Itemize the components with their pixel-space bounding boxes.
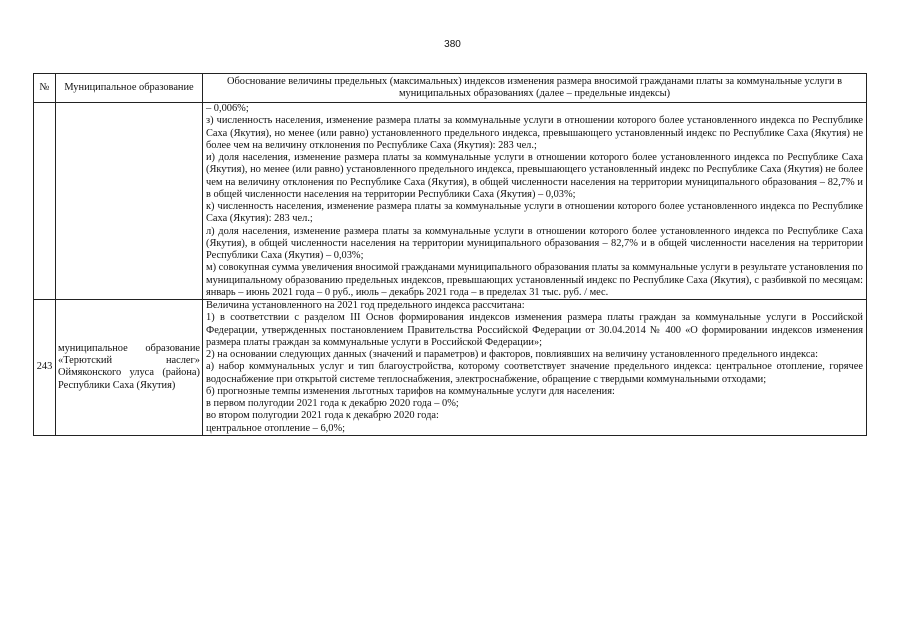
paragraph: 2) на основании следующих данных (значений и параметров) и факторов, повлиявших на величину установленного предельного индекса: — [206, 349, 819, 360]
municipality-cell: муниципальное образование «Терютский наслег» Оймяконского улуса (района) Республики Саха (Якутия) — [56, 300, 203, 436]
paragraph: л) доля населения, изменение размера платы за коммунальные услуги в отношении которого более установленного индекса по Республике Саха (Якутия), в общей численности населения на территории муниципального образования – 82,7% и в общей численности населения на территории Республики Саха (Якутия) – 0,03%; — [206, 225, 863, 261]
paragraph: к) численность населения, изменение размера платы за коммунальные услуги в отношении которого более установленного индекса по Республике Саха (Якутия): 283 чел.; — [206, 201, 863, 225]
paragraph: центральное отопление – 6,0%; — [206, 422, 345, 434]
table-header-row — [34, 74, 867, 103]
header-number: № — [34, 74, 56, 103]
paragraph: а) набор коммунальных услуг и тип благоустройства, которому соответствует значение предельного индекса: центральное отопление, горячее водоснабжение при открытой системе теплоснабжения, электроснабжение, обращение с твердыми коммунальными отходами; — [206, 361, 863, 385]
paragraph: 1) в соответствии с разделом III Основ формирования индексов изменения размера платы граждан за коммунальные услуги в Российской Федерации, утвержденных постановлением Правительства Российской Федерации от 30.04.2014 № 400 «О формировании индексов изменения размера платы граждан за коммунальные услуги в Российской Федерации»; — [206, 312, 863, 348]
row-number-cell — [34, 103, 56, 300]
justification-cell — [203, 300, 867, 436]
page-number: 380 — [444, 39, 461, 50]
table-row — [34, 103, 867, 300]
paragraph: з) численность населения, изменение размера платы за коммунальные услуги в отношении которого более установленного индекса по Республике Саха (Якутия), но менее (или равно) установленного предельного индекса, превышающего установленный индекс по Республике Саха (Якутия) не более чем на величину отклонения по Республике Саха (Якутия): 283 чел.; — [206, 115, 863, 151]
header-municipality: Муниципальное образование — [56, 74, 203, 103]
paragraph: и) доля населения, изменение размера платы за коммунальные услуги в отношении которого более установленного индекса по Республике Саха (Якутия), но менее (или равно) установленного предельного индекса, превышающего установленный индекс по Республике Саха (Якутия) не более чем на величину отклонения по Республике Саха (Якутия), в общей численности населения на территории муниципального образования – 82,7% и в общей численности населения на территории Республики Саха (Якутия) – 0,03%; — [206, 152, 863, 200]
paragraph: в первом полугодии 2021 года к декабрю 2020 года – 0%; — [206, 398, 459, 409]
paragraph: Величина установленного на 2021 год предельного индекса рассчитана: — [206, 300, 525, 311]
table-row — [34, 300, 867, 436]
paragraph: м) совокупная сумма увеличения вносимой гражданами муниципального образования платы за коммунальные услуги в результате установления по муниципальному образованию предельных индексов, превышающих установленный индекс по Республике Саха (Якутия), с разбивкой по месяцам: январь – июнь 2021 года – 0 руб., июль – декабрь 2021 года – в пределах 31 тыс. руб. / мес. — [206, 262, 863, 298]
paragraph: во втором полугодии 2021 года к декабрю 2020 года: — [206, 410, 439, 422]
header-justification: Обоснование величины предельных (максимальных) индексов изменения размера вносимой гражданами платы за коммунальные услуги в муниципальных образованиях (далее – предельные индексы) — [203, 74, 867, 103]
row-number-cell: 243 — [34, 300, 56, 436]
paragraph: – 0,006%; — [206, 103, 249, 114]
justification-cell — [203, 103, 867, 300]
paragraph: б) прогнозные темпы изменения льготных тарифов на коммунальные услуги для населения: — [206, 385, 615, 397]
indices-table — [33, 73, 867, 436]
municipality-cell — [56, 103, 203, 300]
